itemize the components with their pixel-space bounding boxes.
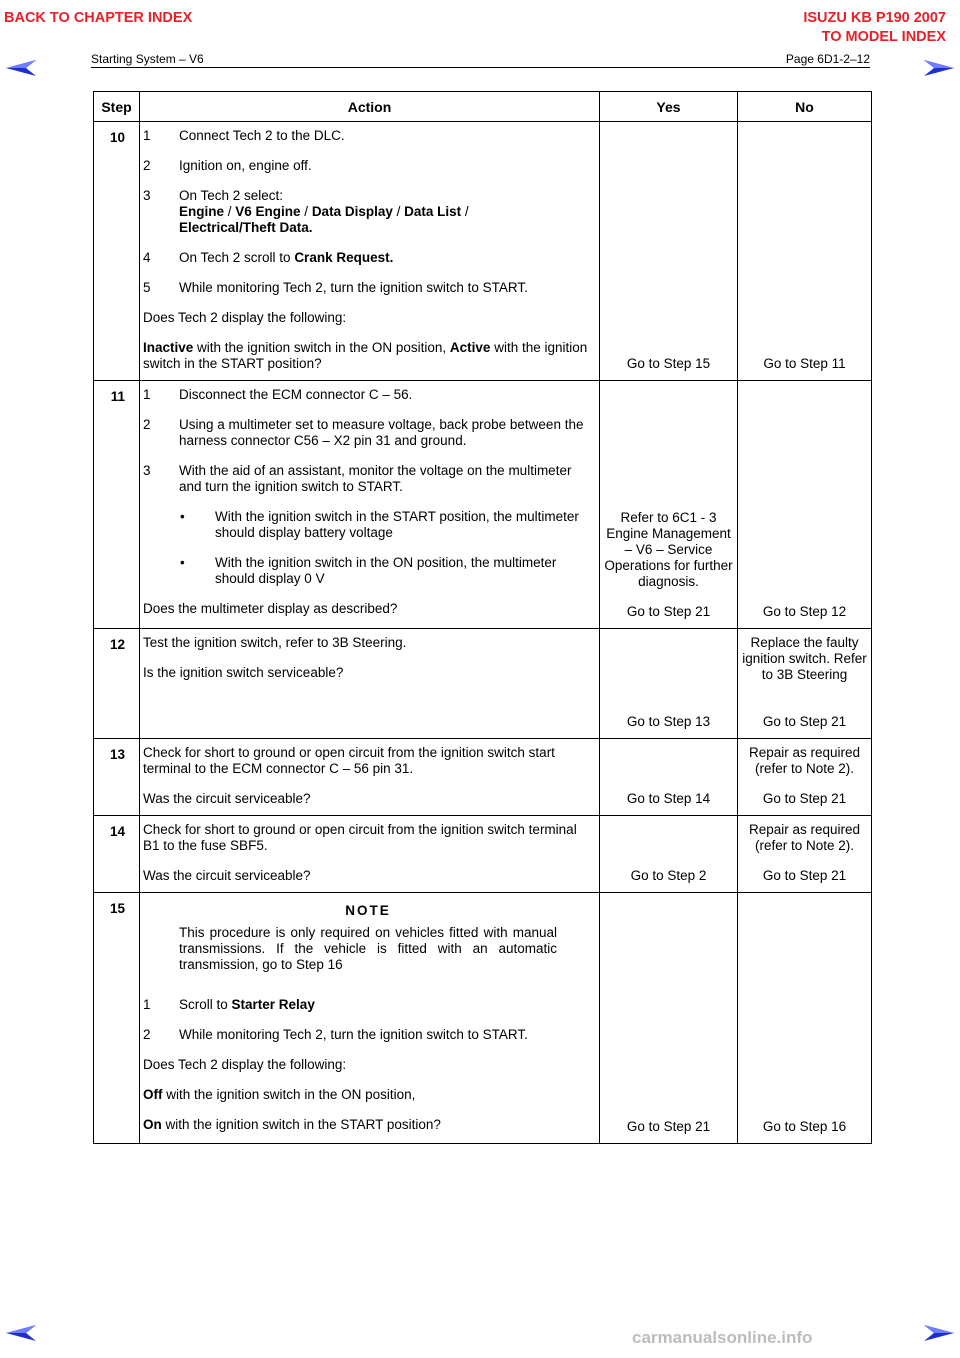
yes-cell bbox=[600, 381, 738, 629]
next-page-icon[interactable] bbox=[922, 58, 956, 78]
list-item: 4 On Tech 2 scroll to Crank Request. bbox=[143, 250, 394, 265]
bullet-icon: • bbox=[180, 555, 185, 570]
no-note: Repair as required (refer to Note 2). bbox=[748, 745, 861, 776]
step-number: 14 bbox=[94, 816, 140, 893]
yes-action: Go to Step 14 bbox=[626, 791, 711, 806]
next-page-icon-bottom[interactable] bbox=[922, 1323, 956, 1343]
question-text: Is the ignition switch serviceable? bbox=[143, 665, 344, 680]
list-item: 2 Using a multimeter set to measure voltage, back probe between the harness connector C56 – X2 pin 31 and ground. bbox=[143, 417, 584, 448]
action-cell bbox=[140, 122, 600, 381]
yes-cell bbox=[600, 816, 738, 893]
yes-cell bbox=[600, 739, 738, 816]
list-item: 1 Connect Tech 2 to the DLC. bbox=[143, 128, 345, 143]
question-text: Does the multimeter display as described? bbox=[143, 601, 398, 616]
list-item: 2 Ignition on, engine off. bbox=[143, 158, 312, 173]
no-action: Go to Step 11 bbox=[763, 356, 846, 371]
bullet-item: • With the ignition switch in the ON position, the multimeter should display 0 V bbox=[180, 555, 557, 586]
action-cell bbox=[140, 629, 600, 739]
no-cell bbox=[738, 629, 872, 739]
action-cell bbox=[140, 816, 600, 893]
list-item: 1 Scroll to Starter Relay bbox=[143, 997, 315, 1012]
table-header-row bbox=[94, 92, 872, 122]
step-number: 11 bbox=[94, 381, 140, 629]
watermark: carmanualsonline.info bbox=[632, 1328, 813, 1347]
section-title: Starting System – V6 bbox=[91, 52, 204, 66]
bullet-icon: • bbox=[180, 509, 185, 524]
no-action: Go to Step 21 bbox=[762, 714, 847, 729]
yes-action: Go to Step 21 bbox=[626, 1119, 711, 1134]
yes-action: Go to Step 21 bbox=[626, 604, 711, 619]
question-text: Does Tech 2 display the following: bbox=[143, 310, 347, 325]
action-cell bbox=[140, 893, 600, 1144]
action-cell bbox=[140, 381, 600, 629]
bullet-item: • With the ignition switch in the START position, the multimeter should display battery voltage bbox=[180, 509, 579, 540]
step-number: 12 bbox=[94, 629, 140, 739]
question-text: Was the circuit serviceable? bbox=[143, 868, 311, 883]
list-item: 1 Disconnect the ECM connector C – 56. bbox=[143, 387, 413, 402]
step-number: 10 bbox=[94, 122, 140, 381]
list-item: 3 With the aid of an assistant, monitor the voltage on the multimeter and turn the ignition switch to START. bbox=[143, 463, 572, 494]
yes-action: Go to Step 13 bbox=[626, 714, 711, 729]
note-body: This procedure is only required on vehicles fitted with manual transmissions. If the vehicle is fitted with an automatic transmission, go to Step 16 bbox=[179, 925, 557, 972]
list-item: 3 On Tech 2 select: Engine / V6 Engine / Data Display / Data List / Electrical/Theft Data. bbox=[143, 188, 469, 235]
diagnostic-steps-table bbox=[93, 91, 872, 1144]
question-text: Does Tech 2 display the following: bbox=[143, 1057, 347, 1072]
header-yes: Yes bbox=[600, 92, 738, 122]
condition-line: Off with the ignition switch in the ON position, bbox=[143, 1087, 416, 1102]
question-text: Was the circuit serviceable? bbox=[143, 791, 311, 806]
no-action: Go to Step 21 bbox=[762, 868, 847, 883]
yes-action: Go to Step 15 bbox=[626, 356, 711, 371]
no-action: Go to Step 16 bbox=[762, 1119, 847, 1134]
no-cell bbox=[738, 739, 872, 816]
header-action: Action bbox=[140, 92, 600, 122]
page-number: Page 6D1-2–12 bbox=[785, 52, 870, 66]
list-item: 5 While monitoring Tech 2, turn the ignition switch to START. bbox=[143, 280, 528, 295]
yes-cell bbox=[600, 122, 738, 381]
step-number: 13 bbox=[94, 739, 140, 816]
model-title-link[interactable]: ISUZU KB P190 2007 bbox=[803, 10, 946, 26]
table-row bbox=[94, 816, 872, 893]
no-action: Go to Step 12 bbox=[762, 604, 847, 619]
no-note: Replace the faulty ignition switch. Refer to 3B Steering bbox=[742, 635, 867, 682]
header-no: No bbox=[738, 92, 872, 122]
table-row bbox=[94, 893, 872, 1144]
table-row bbox=[94, 739, 872, 816]
yes-action-block bbox=[600, 510, 737, 620]
step-number: 15 bbox=[94, 893, 140, 1144]
header-step: Step bbox=[94, 92, 140, 122]
header-divider bbox=[91, 67, 870, 68]
no-cell bbox=[738, 122, 872, 381]
yes-cell bbox=[600, 629, 738, 739]
condition-line: On with the ignition switch in the START position? bbox=[143, 1117, 441, 1132]
table-row bbox=[94, 629, 872, 739]
yes-cell bbox=[600, 893, 738, 1144]
no-note: Repair as required (refer to Note 2). bbox=[748, 822, 861, 853]
no-cell bbox=[738, 381, 872, 629]
prev-page-icon[interactable] bbox=[4, 58, 38, 78]
back-to-chapter-index-link[interactable]: BACK TO CHAPTER INDEX bbox=[4, 10, 193, 26]
action-cell bbox=[140, 739, 600, 816]
yes-note: Refer to 6C1 - 3 Engine Management – V6 – Service Operations for further diagnosis. bbox=[604, 510, 733, 589]
table-row bbox=[94, 122, 872, 381]
action-text: Check for short to ground or open circuit from the ignition switch start terminal to the ECM connector C – 56 pin 31. bbox=[143, 745, 555, 776]
question-text: Inactive with the ignition switch in the ON position, Active with the ignition switch in the START position? bbox=[143, 340, 588, 371]
no-cell bbox=[738, 816, 872, 893]
no-cell bbox=[738, 893, 872, 1144]
yes-action: Go to Step 2 bbox=[630, 868, 707, 883]
table-row bbox=[94, 381, 872, 629]
note-title: NOTE bbox=[345, 903, 391, 918]
action-text: Check for short to ground or open circuit from the ignition switch terminal B1 to the fuse SBF5. bbox=[143, 822, 577, 853]
prev-page-icon-bottom[interactable] bbox=[4, 1323, 38, 1343]
to-model-index-link[interactable]: TO MODEL INDEX bbox=[821, 29, 946, 45]
action-text: Test the ignition switch, refer to 3B Steering. bbox=[143, 635, 407, 650]
list-item: 2 While monitoring Tech 2, turn the ignition switch to START. bbox=[143, 1027, 528, 1042]
no-action: Go to Step 21 bbox=[762, 791, 847, 806]
